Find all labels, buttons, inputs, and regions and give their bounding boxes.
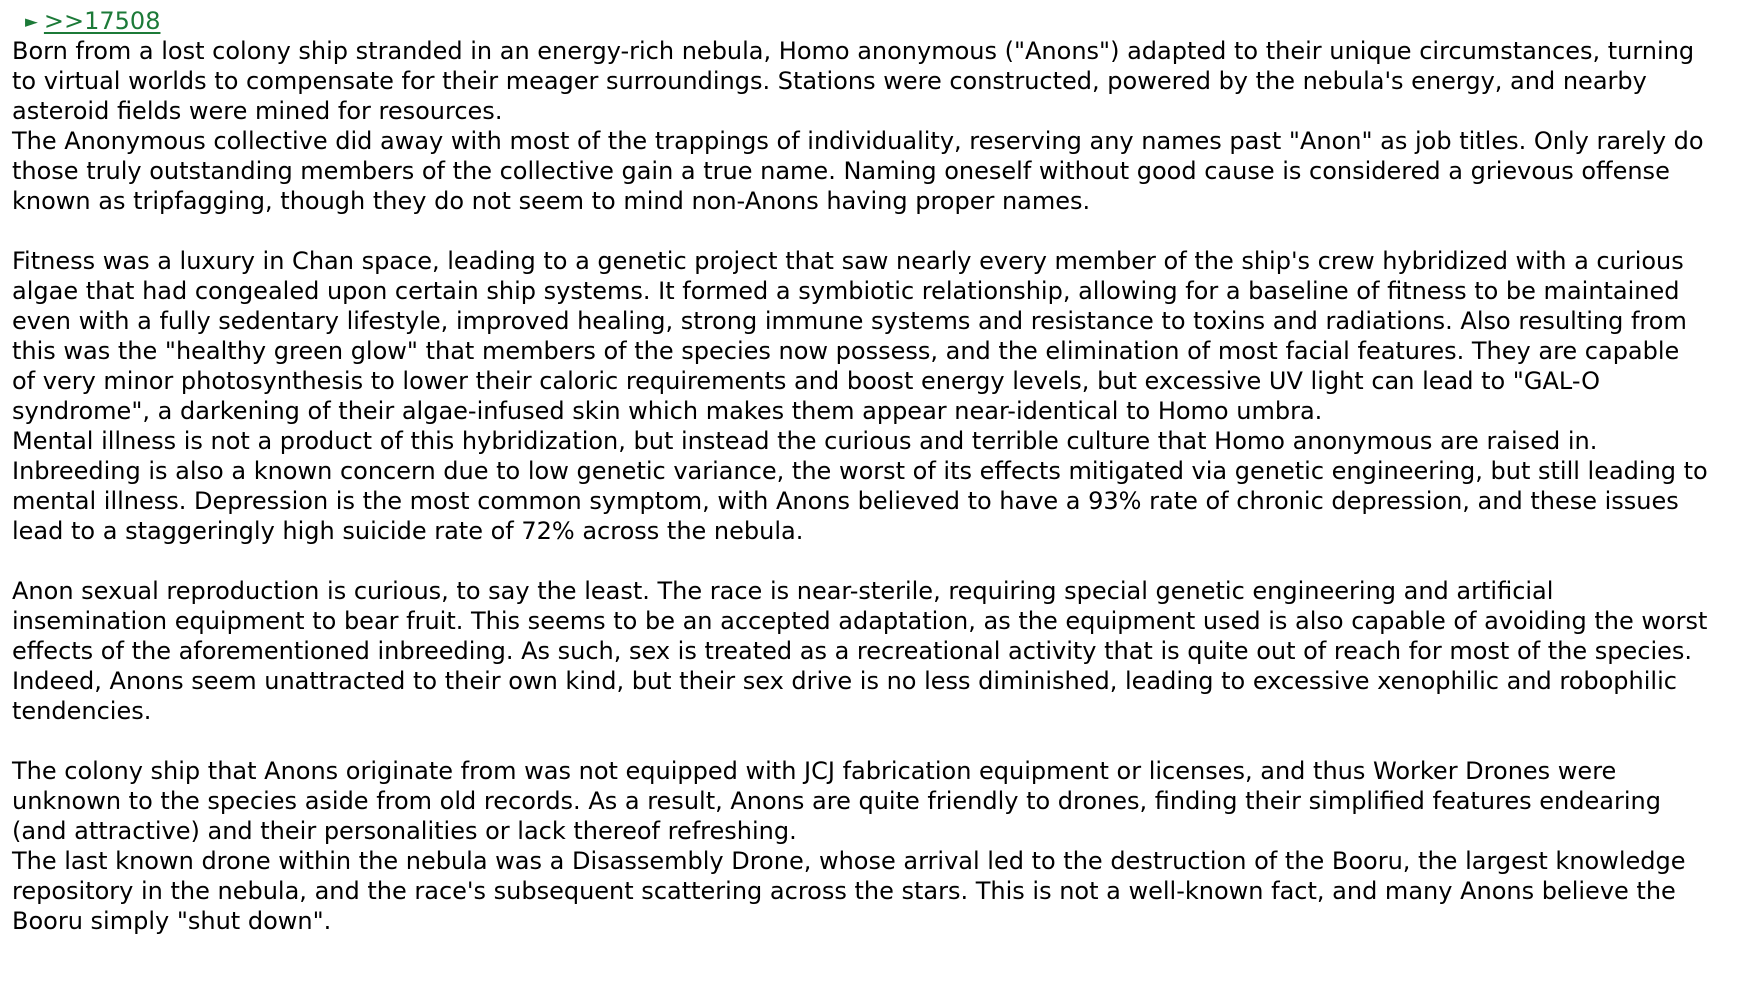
paragraph-gap [12,726,1709,756]
quote-link[interactable]: >>17508 [43,7,161,35]
paragraph-collective-naming: The Anonymous collective did away with most of the trappings of individuality, reserving any names past "Anon" as job titles. Only rarely do those truly outstanding members of the collective gain a true name. Naming oneself without good cause is considered a grievous offense known as tripfagging, though they do not seem to mind non-Anons having proper names. [12,127,1704,215]
reply-arrow-icon: ► [25,11,38,31]
paragraph-origin: Born from a lost colony ship stranded in an energy-rich nebula, Homo anonymous ("Anons") adapted to their unique circumstances, turning to virtual worlds to compensate for their meager surroundings. Stations were constructed, powered by the nebula's energy, and nearby asteroid fields were mined for resources. [12,37,1695,125]
paragraph-fitness-algae: Fitness was a luxury in Chan space, leading to a genetic project that saw nearly every member of the ship's crew hybridized with a curious algae that had congealed upon certain ship systems. It formed a symbiotic relationship, allowing for a baseline of fitness to be maintained even with a fully sedentary lifestyle, improved healing, strong immune systems and resistance to toxins and radiations. Also resulting from this was the "healthy green glow" that members of the species now possess, and the elimination of most facial features. They are capable of very minor photosynthesis to lower their caloric requirements and boost energy levels, but excessive UV light can lead to "GAL-O syndrome", a darkening of their algae-infused skin which makes them appear near-identical to Homo umbra. [12,247,1687,425]
paragraph-worker-drones: The colony ship that Anons originate from was not equipped with JCJ fabrication equipment or licenses, and thus Worker Drones were unknown to the species aside from old records. As a result, Anons are quite friendly to drones, finding their simplified features endearing (and attractive) and their personalities or lack thereof refreshing. [12,757,1661,845]
paragraph-mental-illness: Mental illness is not a product of this hybridization, but instead the curious and terrible culture that Homo anonymous are raised in. Inbreeding is also a known concern due to low genetic variance, the worst of its effects mitigated via genetic engineering, but still leading to mental illness. Depression is the most common symptom, with Anons believed to have a 93% rate of chronic depression, and these issues lead to a staggeringly high suicide rate of 72% across the nebula. [12,427,1708,545]
paragraph-gap [12,546,1709,576]
quote-line [12,6,1709,36]
paragraph-gap [12,216,1709,246]
paragraph-reproduction: Anon sexual reproduction is curious, to say the least. The race is near-sterile, requiring special genetic engineering and artificial insemination equipment to bear fruit. This seems to be an accepted adaptation, as the equipment used is also capable of avoiding the worst effects of the aforementioned inbreeding. As such, sex is treated as a recreational activity that is quite out of reach for most of the species. Indeed, Anons seem unattracted to their own kind, but their sex drive is no less diminished, leading to excessive xenophilic and robophilic tendencies. [12,577,1708,725]
paragraph-booru-destruction: The last known drone within the nebula was a Disassembly Drone, whose arrival led to the destruction of the Booru, the largest knowledge repository in the nebula, and the race's subsequent scattering across the stars. This is not a well-known fact, and many Anons believe the Booru simply "shut down". [12,847,1686,935]
